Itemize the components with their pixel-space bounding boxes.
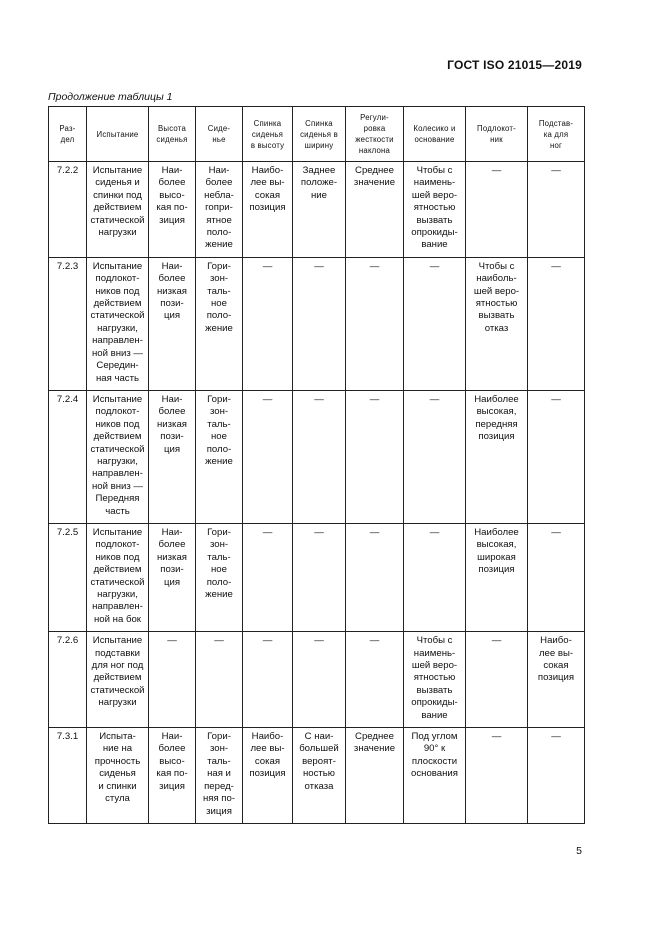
cell-test: Испыта- ние на прочность сиденья и спинки стула [87,728,149,824]
table-row [49,257,585,390]
cell-backrest-width: Заднее положе- ние [293,162,346,258]
cell-castor-and-base: Чтобы с наимень- шей веро- ятностью вызвать опрокиды- вание [404,632,466,728]
document-standard-number: ГОСТ ISO 21015—2019 [447,58,582,72]
cell-test: Испытание сиденья и спинки под действием статической нагрузки [87,162,149,258]
cell-test: Испытание подлокот- ников под действием статической нагрузки, направлен- ной на бок [87,523,149,631]
cell-backrest-height: — [243,257,293,390]
cell-backrest-height: — [243,632,293,728]
cell-footrest: Наибо- лее вы- сокая позиция [528,632,585,728]
cell-seat: — [196,632,243,728]
cell-backrest-height: — [243,523,293,631]
cell-seat-height: Наи- более низкая пози- ция [149,523,196,631]
cell-section: 7.2.4 [49,390,87,523]
cell-tilt-tension: — [346,257,404,390]
table-row [49,728,585,824]
cell-backrest-height: Наибо- лее вы- сокая позиция [243,162,293,258]
cell-armrest: — [466,632,528,728]
cell-seat-height: Наи- более низкая пози- ция [149,257,196,390]
cell-section: 7.2.3 [49,257,87,390]
header-footrest: Подстав- ка для ног [528,107,585,162]
header-test: Испытание [87,107,149,162]
header-seat-height: Высота сиденья [149,107,196,162]
cell-tilt-tension: Среднее значение [346,728,404,824]
cell-armrest: Наиболее высокая, передняя позиция [466,390,528,523]
cell-footrest: — [528,257,585,390]
cell-backrest-width: — [293,632,346,728]
cell-footrest: — [528,728,585,824]
cell-footrest: — [528,162,585,258]
cell-seat-height: — [149,632,196,728]
header-seat: Сиде- нье [196,107,243,162]
cell-test: Испытание подлокот- ников под действием статической нагрузки, направлен- ной вниз — Передняя часть [87,390,149,523]
table-caption: Продолжение таблицы 1 [48,91,173,103]
cell-backrest-width: — [293,523,346,631]
cell-backrest-height: Наибо- лее вы- сокая позиция [243,728,293,824]
cell-armrest: Чтобы с наиболь- шей веро- ятностью вызвать отказ [466,257,528,390]
cell-footrest: — [528,390,585,523]
cell-seat: Гори- зон- таль- ная и перед- няя по- зиция [196,728,243,824]
cell-seat-height: Наи- более низкая пози- ция [149,390,196,523]
cell-castor-and-base: — [404,390,466,523]
test-configuration-table [48,106,585,824]
cell-tilt-tension: — [346,523,404,631]
cell-section: 7.3.1 [49,728,87,824]
cell-seat: Гори- зон- таль- ное поло- жение [196,390,243,523]
cell-tilt-tension: Среднее значение [346,162,404,258]
cell-armrest: — [466,162,528,258]
header-backrest-height: Спинка сиденья в высоту [243,107,293,162]
cell-seat: Гори- зон- таль- ное поло- жение [196,257,243,390]
table-row [49,162,585,258]
cell-backrest-width: С наи- большей вероят- ностью отказа [293,728,346,824]
table-header-row [49,107,585,162]
table-row [49,632,585,728]
cell-castor-and-base: Чтобы с наимень- шей веро- ятностью вызвать опрокиды- вание [404,162,466,258]
cell-test: Испытание подставки для ног под действием статической нагрузки [87,632,149,728]
cell-backrest-width: — [293,257,346,390]
page-number: 5 [576,845,582,857]
cell-tilt-tension: — [346,632,404,728]
cell-seat: Наи- более небла- гопри- ятное поло- жение [196,162,243,258]
cell-footrest: — [528,523,585,631]
cell-castor-and-base: Под углом 90° к плоскости основания [404,728,466,824]
header-castor-and-base: Колесико и основание [404,107,466,162]
header-backrest-width: Спинка сиденья в ширину [293,107,346,162]
cell-section: 7.2.5 [49,523,87,631]
cell-section: 7.2.2 [49,162,87,258]
cell-seat-height: Наи- более высо- кая по- зиция [149,728,196,824]
cell-section: 7.2.6 [49,632,87,728]
cell-castor-and-base: — [404,257,466,390]
cell-seat: Гори- зон- таль- ное поло- жение [196,523,243,631]
header-tilt-tension: Регули- ровка жесткости наклона [346,107,404,162]
cell-armrest: Наиболее высокая, широкая позиция [466,523,528,631]
cell-armrest: — [466,728,528,824]
cell-tilt-tension: — [346,390,404,523]
cell-backrest-width: — [293,390,346,523]
table-row [49,523,585,631]
table-row [49,390,585,523]
cell-backrest-height: — [243,390,293,523]
header-armrest: Подлокот- ник [466,107,528,162]
cell-test: Испытание подлокот- ников под действием статической нагрузки, направлен- ной вниз — Середин- ная часть [87,257,149,390]
cell-castor-and-base: — [404,523,466,631]
header-section: Раз- дел [49,107,87,162]
cell-seat-height: Наи- более высо- кая по- зиция [149,162,196,258]
